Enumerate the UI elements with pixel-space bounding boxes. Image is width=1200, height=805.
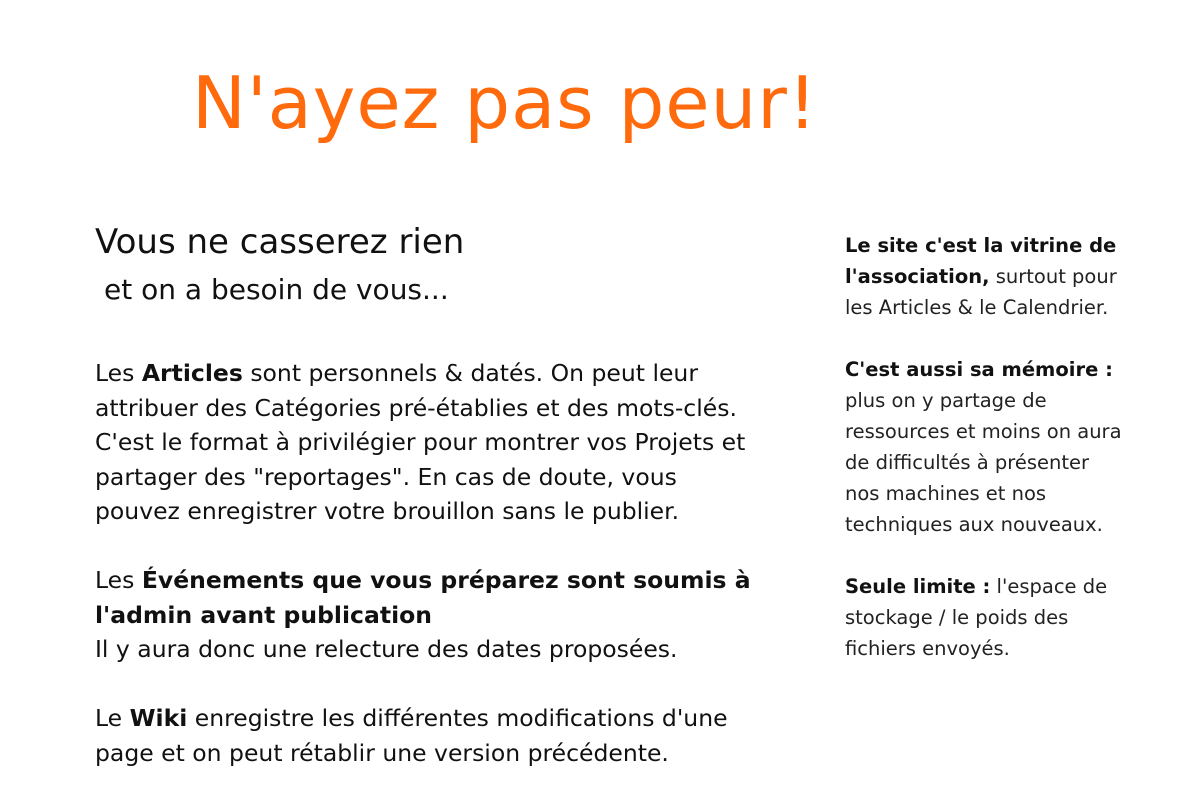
articles-line-5: pouvez enregistrer votre brouillon sans le publier. — [95, 497, 680, 525]
memoire-line-5: nos machines et nos — [845, 482, 1047, 505]
events-paragraph — [95, 563, 815, 667]
wiki-paragraph — [95, 701, 815, 770]
memoire-line-2: plus on y partage de — [845, 389, 1047, 412]
memoire-line-4: de difficultés à présenter — [845, 451, 1090, 474]
memoire-keyword: C'est aussi sa mémoire : — [845, 358, 1113, 381]
subtitle-secondary: et on a besoin de vous... — [104, 273, 449, 306]
memoire-line-3: ressources et moins on aura — [845, 420, 1122, 443]
articles-keyword: Articles — [141, 359, 243, 387]
articles-line-2: attribuer des Catégories pré-établies et des mots-clés. — [95, 393, 737, 422]
vitrine-keyword: Le site c'est la vitrine de — [845, 234, 1117, 257]
vitrine-keyword-cont: l'association, — [845, 265, 990, 288]
side-notes — [845, 230, 1185, 695]
events-line-3: Il y aura donc une relecture des dates proposées. — [95, 635, 678, 663]
events-keyword-cont: l'admin avant publication — [95, 600, 432, 629]
memoire-note — [845, 354, 1185, 540]
events-text-pre: Les — [95, 566, 142, 594]
limite-note — [845, 571, 1185, 664]
vitrine-note — [845, 230, 1185, 323]
articles-text-pre: Les — [95, 359, 142, 387]
articles-line-4: partager des "reportages". En cas de doute, vous — [95, 462, 677, 491]
vitrine-line-1 — [845, 230, 1185, 261]
memoire-line-6: techniques aux nouveaux. — [845, 513, 1103, 536]
limite-line-3: fichiers envoyés. — [845, 637, 1010, 660]
vitrine-text-post: surtout pour — [989, 265, 1117, 288]
articles-line-3: C'est le format à privilégier pour montrer vos Projets et — [95, 428, 746, 456]
wiki-text-post: enregistre les différentes modifications d'une — [187, 704, 728, 732]
articles-paragraph — [95, 356, 815, 529]
vitrine-line-3: les Articles & le Calendrier. — [845, 296, 1109, 319]
limite-line-2: stockage / le poids des — [845, 606, 1069, 629]
limite-line-1 — [845, 571, 1185, 602]
articles-line-1 — [95, 356, 815, 391]
articles-text-post: sont personnels & datés. On peut leur — [242, 359, 698, 387]
vitrine-line-2 — [845, 261, 1185, 292]
wiki-line-2: page et on peut rétablir une version précédente. — [95, 738, 669, 767]
events-line-1 — [95, 563, 815, 598]
memoire-line-1 — [845, 354, 1185, 385]
limite-keyword: Seule limite : — [845, 575, 991, 598]
wiki-keyword: Wiki — [129, 704, 188, 732]
subtitle: Vous ne casserez rien — [95, 222, 465, 262]
wiki-text-pre: Le — [95, 704, 130, 732]
page-title: N'ayez pas peur! — [192, 61, 818, 145]
main-content — [95, 356, 815, 805]
events-line-2 — [95, 598, 815, 633]
limite-text-post: l'espace de — [990, 575, 1108, 598]
wiki-line-1 — [95, 701, 815, 736]
events-keyword: Événements que vous préparez sont soumis à — [141, 566, 751, 594]
